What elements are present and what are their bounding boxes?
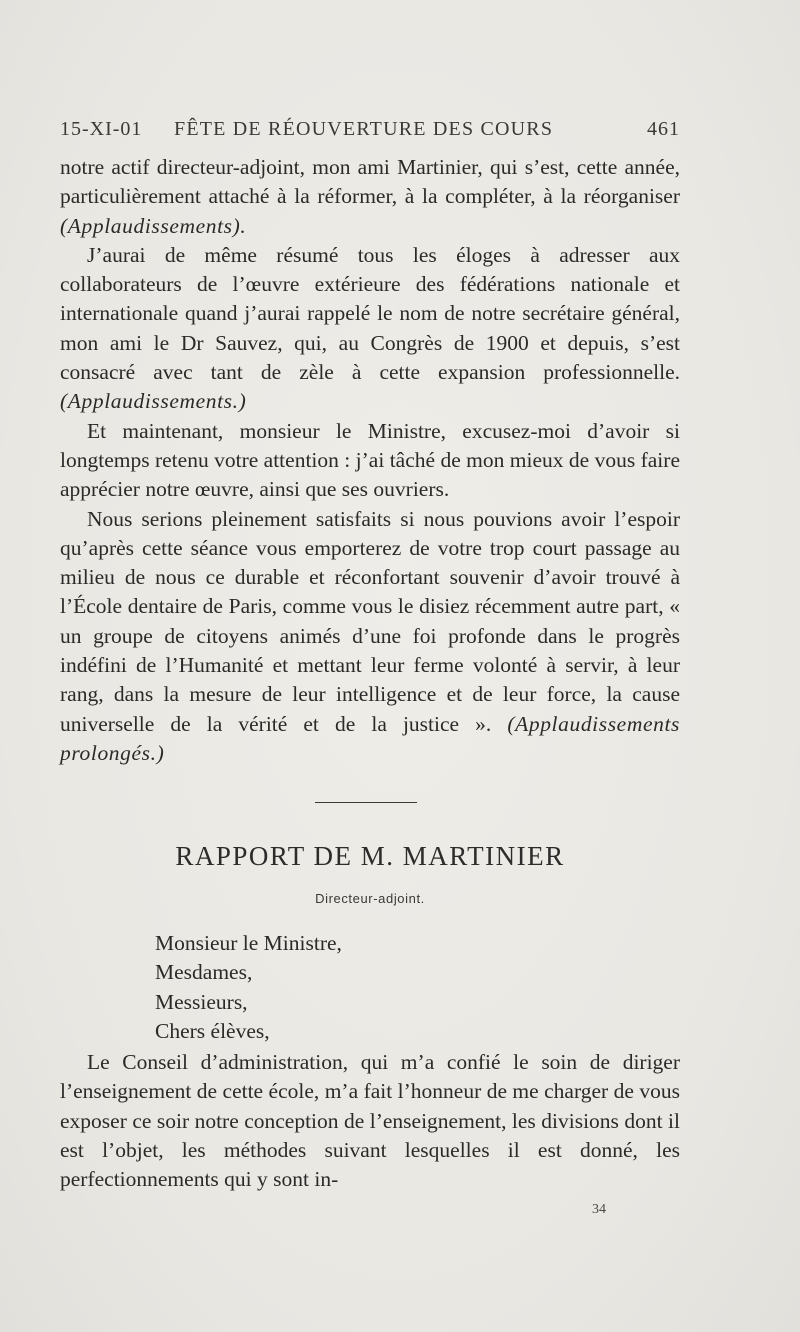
printer-signature-mark: 34 bbox=[592, 1202, 606, 1217]
section-subtitle: Directeur-adjoint. bbox=[315, 891, 425, 906]
header-title: FÊTE DE RÉOUVERTURE DES COURS bbox=[174, 118, 554, 140]
salutation bbox=[155, 929, 342, 1046]
applause-note: (Applaudissements). bbox=[60, 213, 247, 238]
salutation-line: Messieurs, bbox=[155, 989, 248, 1014]
salutation-line: Mesdames, bbox=[155, 960, 253, 985]
body-text bbox=[60, 153, 680, 768]
applause-note: (Applaudissements.) bbox=[60, 389, 247, 414]
paragraph-text: Et maintenant, monsieur le Ministre, excusez-moi d’avoir si longtemps retenu votre attention : j’ai tâché de mon mieux de vous faire apprécier notre œuvre, ainsi que ses ouvriers. bbox=[60, 418, 680, 502]
section-divider bbox=[315, 802, 417, 803]
paragraph bbox=[60, 417, 680, 505]
salutation-line: Chers élèves, bbox=[155, 1018, 270, 1043]
salutation-line: Monsieur le Ministre, bbox=[155, 931, 342, 955]
paragraph bbox=[60, 241, 680, 417]
page-number: 461 bbox=[647, 118, 680, 140]
paragraph bbox=[60, 153, 680, 241]
header-date: 15-XI-01 bbox=[60, 118, 143, 140]
paragraph-text: Nous serions pleinement satisfaits si nous pouvions avoir l’espoir qu’après cette séance vous emporterez de votre trop court passage au milieu de nous ce durable et réconfortant souvenir d’avoir trouvé à l’École dentaire de Paris, comme vous le disiez récemment autre part, « un groupe de citoyens animés d’une foi profonde dans le progrès indéfini de l’Humanité et mettant leur ferme volonté à servir, à leur rang, dans la mesure de leur intelligence et de leur force, la cause universelle de la vérité et de la justice ». bbox=[60, 506, 680, 736]
section-title: RAPPORT DE M. MARTINIER bbox=[175, 841, 565, 871]
paragraph-text: notre actif directeur-adjoint, mon ami Martinier, qui s’est, cette année, particulièrement attaché à la réformer, à la compléter, à la réorganiser bbox=[60, 155, 680, 209]
paragraph: Le Conseil d’administration, qui m’a confié le soin de diriger l’enseignement de cette école, m’a fait l’honneur de me charger de vous exposer ce soir notre conception de l’enseignement, les divisions dont il est l’objet, les méthodes suivant lesquelles il est donné, les perfectionnements qui y sont in- bbox=[60, 1050, 680, 1192]
paragraph bbox=[60, 505, 680, 769]
running-head bbox=[60, 118, 680, 146]
applause-note: (Applaudissements prolongés.) bbox=[60, 711, 680, 765]
paragraph-text: J’aurai de même résumé tous les éloges à adresser aux collaborateurs de l’œuvre extérieure des fédérations nationale et internationale quand j’aurai rappelé le nom de notre secrétaire général, mon ami le Dr Sauvez, qui, au Congrès de 1900 et depuis, s’est consacré avec tant de zèle à cette expansion professionnelle. bbox=[60, 242, 680, 385]
report-body bbox=[60, 1048, 680, 1194]
